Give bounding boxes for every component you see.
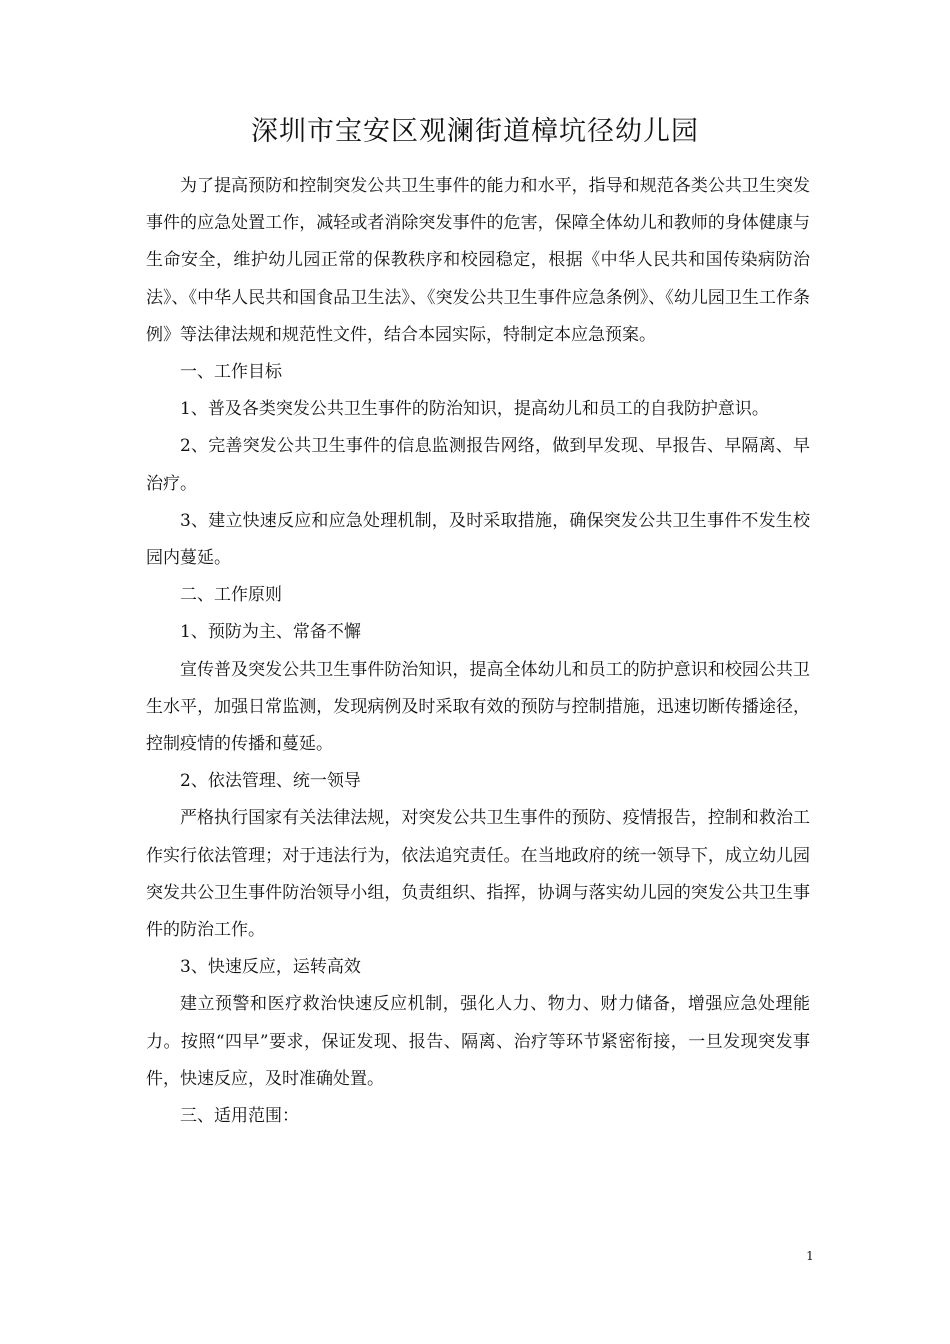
principle-heading-1: 1、预防为主、常备不懈 bbox=[180, 622, 361, 643]
section-heading-goals: 一、工作目标 bbox=[180, 362, 282, 383]
principle-body-1: 宣传普及突发公共卫生事件防治知识，提高全体幼儿和员工的防护意识和校园公共卫生水平，加强日常监测，发现病例及时采取有效的预防与控制措施，迅速切断传播途径，控制疫情的传播和蔓延。 bbox=[146, 659, 810, 755]
goal-item-3: 3、建立快速反应和应急处理机制，及时采取措施，确保突发公共卫生事件不发生校园内蔓延。 bbox=[146, 510, 810, 569]
page-number: 1 bbox=[806, 1249, 814, 1263]
goal-item-1: 1、普及各类突发公共卫生事件的防治知识，提高幼儿和员工的自我防护意识。 bbox=[180, 399, 769, 420]
principle-body-3: 建立预警和医疗救治快速反应机制，强化人力、物力、财力储备，增强应急处理能力。按照“四早”要求，保证发现、报告、隔离、治疗等环节紧密衔接，一旦发现突发事件，快速反应，及时准确处置。 bbox=[146, 994, 810, 1089]
section-heading-principles: 二、工作原则 bbox=[180, 585, 282, 606]
section-heading-scope: 三、适用范围： bbox=[180, 1106, 299, 1127]
intro-paragraph: 为了提高预防和控制突发公共卫生事件的能力和水平，指导和规范各类公共卫生突发事件的应急处置工作，减轻或者消除突发事件的危害，保障全体幼儿和教师的身体健康与生命安全，维护幼儿园正常的保教秩序和校园稳定，根据《中华人民共和国传染病防治法》、《中华人民共和国食品卫生法》、《突发公共卫生事件应急条例》、《幼儿园卫生工作条例》等法律法规和规范性文件，结合本园实际，特制定本应急预案。 bbox=[146, 176, 810, 345]
document-title: 深圳市宝安区观澜街道樟坑径幼儿园 bbox=[251, 116, 699, 147]
principle-heading-2: 2、依法管理、统一领导 bbox=[180, 771, 361, 792]
document-body bbox=[146, 168, 810, 1135]
principle-body-2: 严格执行国家有关法律法规，对突发公共卫生事件的预防、疫情报告，控制和救治工作实行依法管理；对于违法行为，依法追究责任。在当地政府的统一领导下，成立幼儿园突发共公卫生事件防治领导小组，负责组织、指挥，协调与落实幼儿园的突发公共卫生事件的防治工作。 bbox=[146, 808, 810, 941]
goal-item-2: 2、完善突发公共卫生事件的信息监测报告网络，做到早发现、早报告、早隔离、早治疗。 bbox=[146, 436, 810, 494]
principle-heading-3: 3、快速反应，运转高效 bbox=[180, 957, 361, 978]
